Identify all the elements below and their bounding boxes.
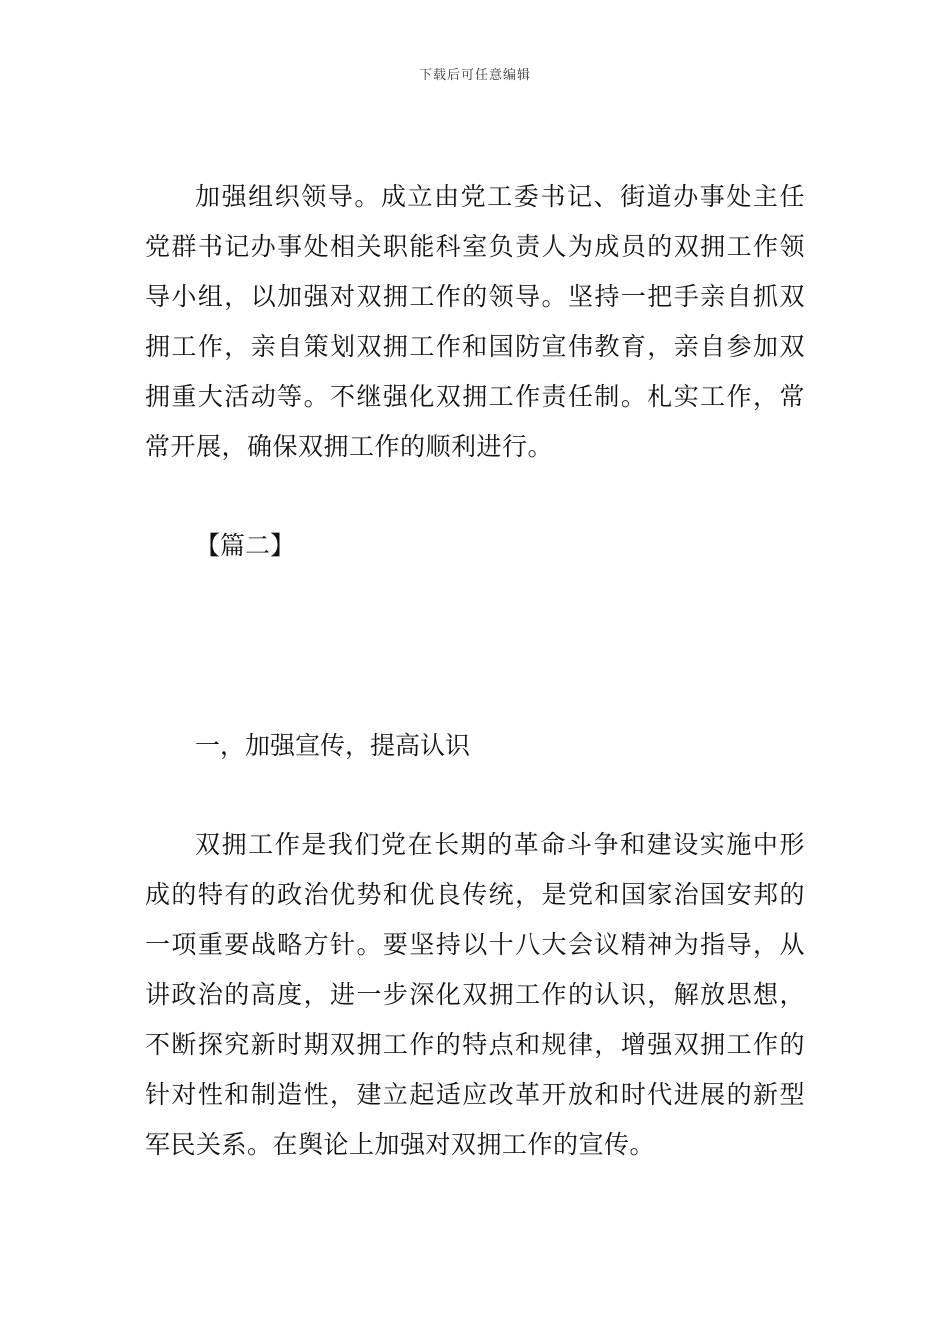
paragraph-organization-leadership: 加强组织领导。成立由党工委书记、街道办事处主任党群书记办事处相关职能科室负责人为成员的双拥工作领导小组，以加强对双拥工作的领导。坚持一把手亲自抓双拥工作，亲自策划双拥工作和国防宣伟教育，亲自参加双拥重大活动等。不继强化双拥工作责任制。札实工作，常常开展，确保双拥工作的顺利进行。	[145, 182, 805, 461]
paragraph-publicity: 双拥工作是我们党在长期的革命斗争和建设实施中形成的特有的政治优势和优良传统，是党和国家治国安邦的一项重要战略方针。要坚持以十八大会议精神为指导，从讲政治的高度，进一步深化双拥工作的认识，解放思想，不断探究新时期双拥工作的特点和规律，增强双拥工作的针对性和制造性，建立起适应改革开放和时代进展的新型军民关系。在舆论上加强对双拥工作的宣传。	[145, 830, 805, 1159]
section-mark: 【篇二】	[195, 531, 296, 560]
section-heading: 一，加强宣传，提高认识	[195, 731, 471, 760]
header-note: 下载后可任意编辑	[418, 68, 531, 83]
